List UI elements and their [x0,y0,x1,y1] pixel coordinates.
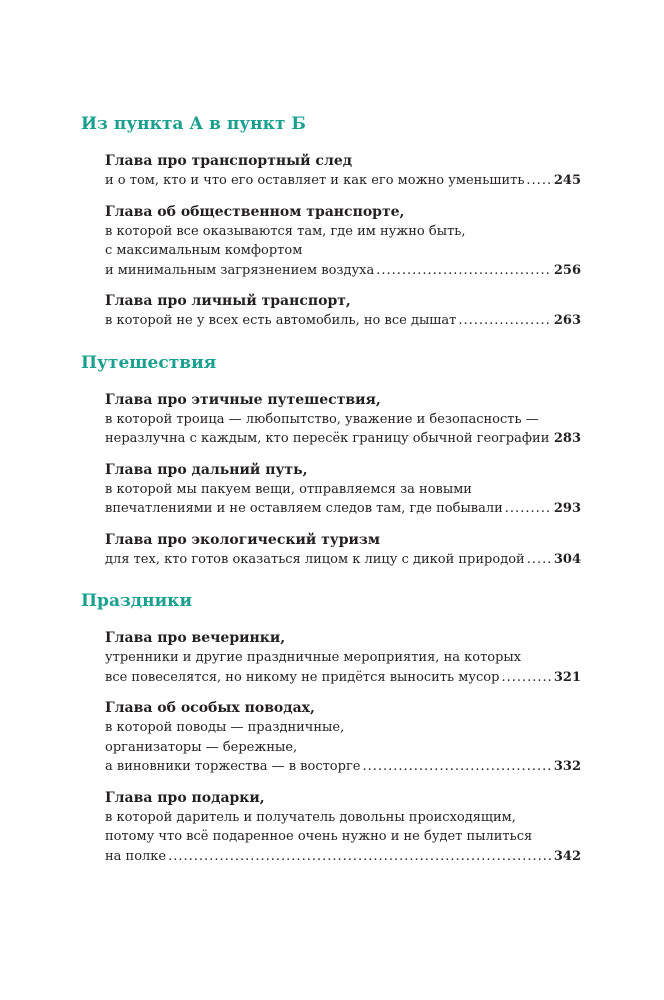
page-number: 342 [553,848,581,864]
chapter-description-line [105,429,581,449]
dot-leader [362,757,551,777]
chapter-description-line: организаторы — бережные, [105,739,298,755]
page-number: 245 [553,173,581,188]
chapter-description-line [105,311,581,331]
chapter-description-text: в которой не у всех есть автомобиль, но все дышат [105,313,457,328]
chapter-description-line [105,499,581,519]
chapter-description-line [105,757,581,777]
toc-section [81,112,581,331]
chapter-description-line [105,668,581,688]
chapter-title: Глава про вечеринки, [105,630,286,646]
chapter-description-text: неразлучна с каждым, кто пересёк границу обычной географии [105,431,550,446]
chapter-description-text: все повеселятся, но никому не придётся выносить мусор [105,669,500,685]
page-number: 283 [553,431,581,446]
chapter-title: Глава об общественном транспорте, [105,203,405,220]
toc-entry[interactable] [105,788,581,867]
table-of-contents [81,112,581,886]
page-number: 293 [553,501,581,516]
page-number: 304 [553,551,581,567]
chapter-title: Глава про экологический туризм [105,531,381,548]
chapter-description-line [105,171,581,191]
chapter-description-line [105,261,581,281]
chapter-title: Глава про подарки, [105,789,265,806]
dot-leader [505,499,552,519]
toc-entry[interactable] [105,291,581,331]
dot-leader [458,311,552,331]
chapter-description-line: в которой троица — любопытство, уважение и безопасность — [105,411,539,427]
chapter-description-text: впечатлениями и не оставляем следов там, где побывали [105,501,503,516]
toc-entry[interactable] [105,151,581,191]
toc-entry[interactable] [105,698,581,777]
dot-leader [501,668,551,688]
chapter-description-text: и о том, кто и что его оставляет и как его можно уменьшить [105,173,525,188]
chapter-title: Глава про личный транспорт, [105,293,351,309]
section-title: Из пункта А в пункт Б [81,114,306,134]
toc-entry[interactable] [105,460,581,519]
chapter-title: Глава про этичные путешествия, [105,391,381,408]
chapter-description-text: для тех, кто готов оказаться лицом к лицу с дикой природой [105,551,525,567]
chapter-description-text: на полке [105,848,167,864]
section-title: Путешествия [81,352,217,373]
chapter-description-line: потому что всё подаренное очень нужно и не будет пылиться [105,829,533,844]
toc-entry[interactable] [105,390,581,449]
page-number: 321 [553,669,581,685]
dot-leader [168,847,552,867]
toc-entry[interactable] [105,530,581,570]
dot-leader [527,550,552,570]
chapter-description-line [105,550,581,570]
dot-leader [526,171,551,191]
section-title: Праздники [81,591,193,611]
toc-section [81,351,581,570]
chapter-description-line: с максимальным комфортом [105,243,303,258]
chapter-description-line: в которой мы пакуем вещи, отправляемся за новыми [105,481,472,497]
chapter-description-line [105,847,581,867]
chapter-description-line: в которой все оказываются там, где им нужно быть, [105,223,466,239]
chapter-description-line: утренники и другие праздничные мероприятия, на которых [105,650,522,665]
toc-entry[interactable] [105,628,581,687]
chapter-title: Глава про дальний путь, [105,461,308,478]
chapter-description-text: и минимальным загрязнением воздуха [105,262,375,278]
dot-leader [376,261,552,281]
page-number: 256 [553,262,581,278]
page-number: 332 [553,759,581,774]
chapter-description-line: в которой даритель и получатель довольны происходящим, [105,809,516,825]
chapter-title: Глава про транспортный след [105,153,353,169]
chapter-description-text: а виновники торжества — в восторге [105,759,361,774]
chapter-title: Глава об особых поводах, [105,700,315,716]
page-number: 263 [553,313,581,328]
chapter-description-line: в которой поводы — праздничные, [105,720,345,735]
toc-section [81,589,581,866]
toc-entry[interactable] [105,202,581,281]
